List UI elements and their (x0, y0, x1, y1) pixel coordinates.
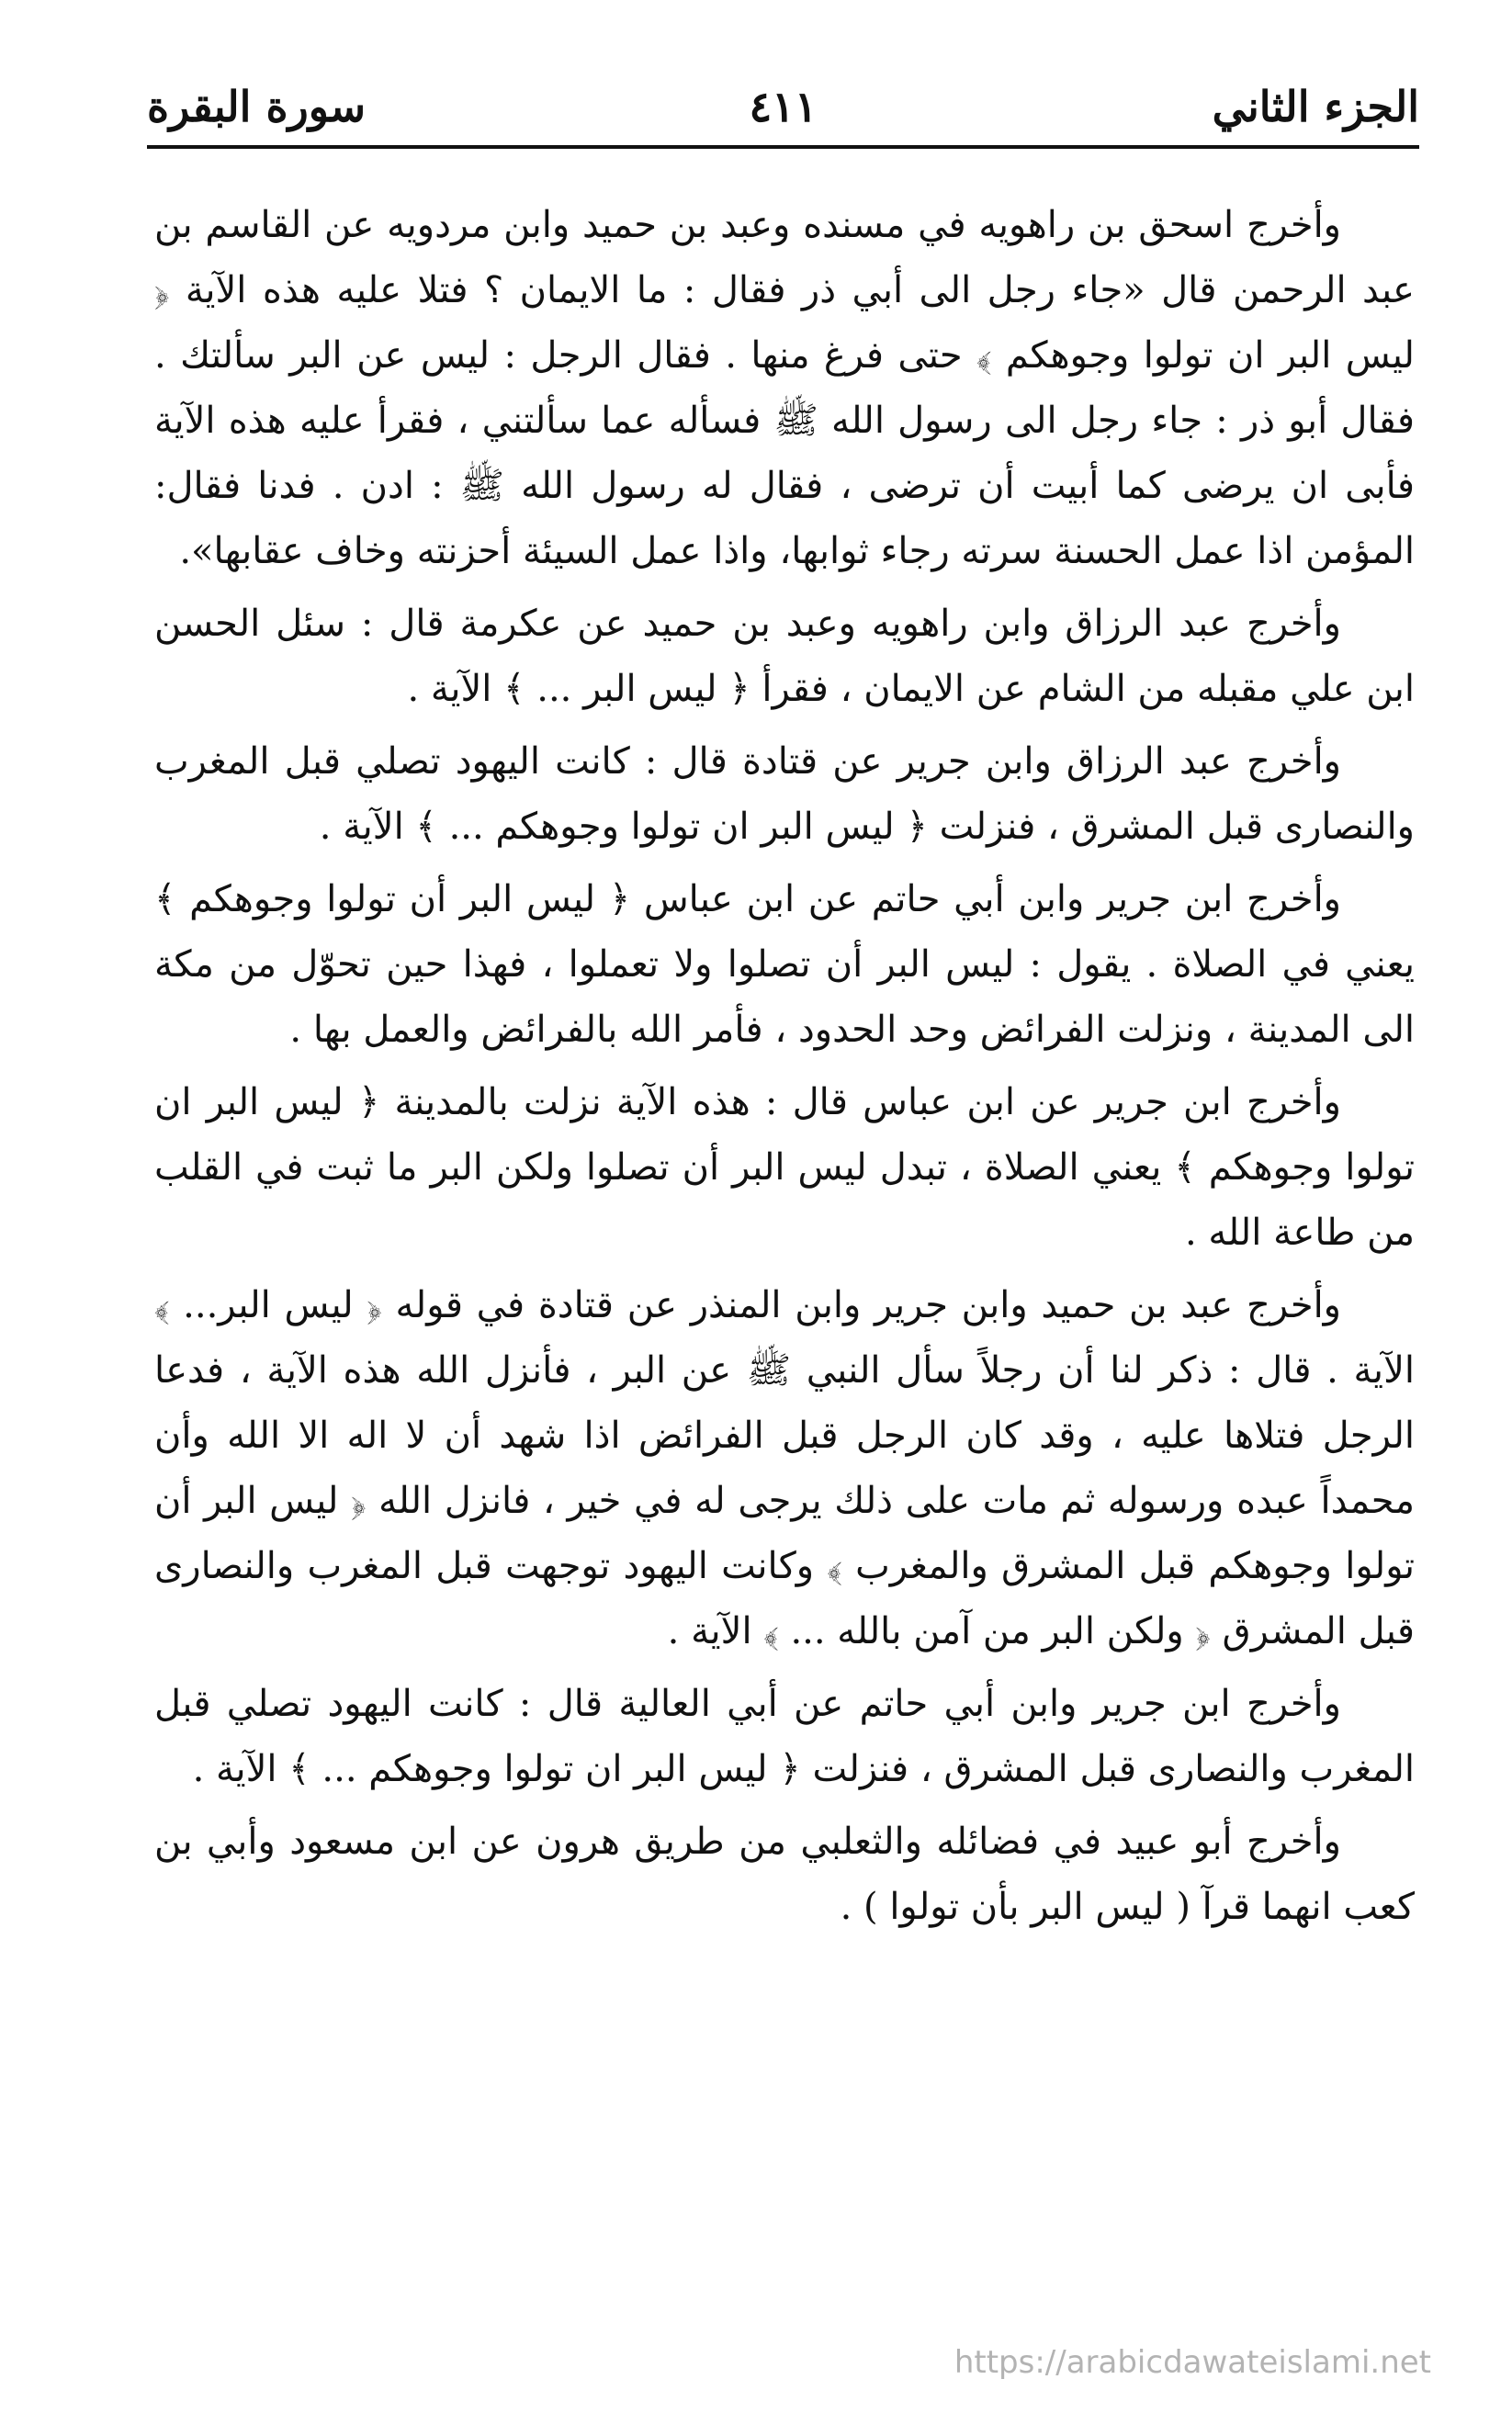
page-number: ٤١١ (749, 82, 818, 131)
part-title: الجزء الثاني (1212, 82, 1419, 131)
paragraph-6: وأخرج عبد بن حميد وابن جرير وابن المنذر عن قتادة في قوله ﴿ ليس البر... ﴾ الآية . قال : ذكر لنا أن رجلاً سأل النبي ﷺ عن البر ، فأنزل الله هذه الآية ، فدعا الرجل فتلاها عليه ، وقد كان الرجل قبل الفرائض اذا شهد أن لا اله الا الله وأن محمداً عبده ورسوله ثم مات على ذلك يرجى له في خير ، فانزل الله ﴿ ليس البر أن تولوا وجوهكم قبل المشرق والمغرب ﴾ وكانت اليهود توجهت قبل المغرب والنصارى قبل المشرق ﴿ ولكن البر من آمن بالله ... ﴾ الآية . (154, 1284, 1415, 1652)
paragraph-8: وأخرج أبو عبيد في فضائله والثعلبي من طريق هرون عن ابن مسعود وأبي بن كعب انهما قرآ ( ليس البر بأن تولوا ) . (154, 1821, 1415, 1928)
paragraph-7: وأخرج ابن جرير وابن أبي حاتم عن أبي العالية قال : كانت اليهود تصلي قبل المغرب والنصارى قبل المشرق ، فنزلت ﴿ ليس البر ان تولوا وجوهكم ... ﴾ الآية . (154, 1683, 1415, 1790)
header-divider (147, 145, 1419, 149)
paragraph-2: وأخرج عبد الرزاق وابن راهويه وعبد بن حميد عن عكرمة قال : سئل الحسن ابن علي مقبله من الشام عن الايمان ، فقرأ ﴿ ليس البر ... ﴾ الآية . (154, 603, 1415, 710)
paragraph-3: وأخرج عبد الرزاق وابن جرير عن قتادة قال : كانت اليهود تصلي قبل المغرب والنصارى قبل المشرق ، فنزلت ﴿ ليس البر ان تولوا وجوهكم ... ﴾ الآية . (154, 740, 1415, 848)
page-body (154, 193, 1415, 1947)
paragraph-5: وأخرج ابن جرير عن ابن عباس قال : هذه الآية نزلت بالمدينة ﴿ ليس البر ان تولوا وجوهكم ﴾ يعني الصلاة ، تبدل ليس البر أن تصلوا ولكن البر ما ثبت في القلب من طاعة الله . (154, 1081, 1415, 1254)
page-header (147, 72, 1419, 154)
surah-title: سورة البقرة (147, 82, 367, 131)
paragraph-4: وأخرج ابن جرير وابن أبي حاتم عن ابن عباس ﴿ ليس البر أن تولوا وجوهكم ﴾ يعني في الصلاة . يقول : ليس البر أن تصلوا ولا تعملوا ، فهذا حين تحوّل من مكة الى المدينة ، ونزلت الفرائض وحد الحدود ، فأمر الله بالفرائض والعمل بها . (154, 878, 1415, 1051)
watermark-url: https://arabicdawateislami.net (953, 2344, 1431, 2381)
paragraph-1: وأخرج اسحق بن راهويه في مسنده وعبد بن حميد وابن مردويه عن القاسم بن عبد الرحمن قال «جاء رجل الى أبي ذر فقال : ما الايمان ؟ فتلا عليه هذه الآية ﴿ ليس البر ان تولوا وجوهكم ﴾ حتى فرغ منها . فقال الرجل : ليس عن البر سألتك . فقال أبو ذر : جاء رجل الى رسول الله ﷺ فسأله عما سألتني ، فقرأ عليه هذه الآية فأبى ان يرضى كما أبيت أن ترضى ، فقال له رسول الله ﷺ : ادن . فدنا فقال: المؤمن اذا عمل الحسنة سرته رجاء ثوابها، واذا عمل السيئة أحزنته وخاف عقابها». (154, 204, 1415, 572)
